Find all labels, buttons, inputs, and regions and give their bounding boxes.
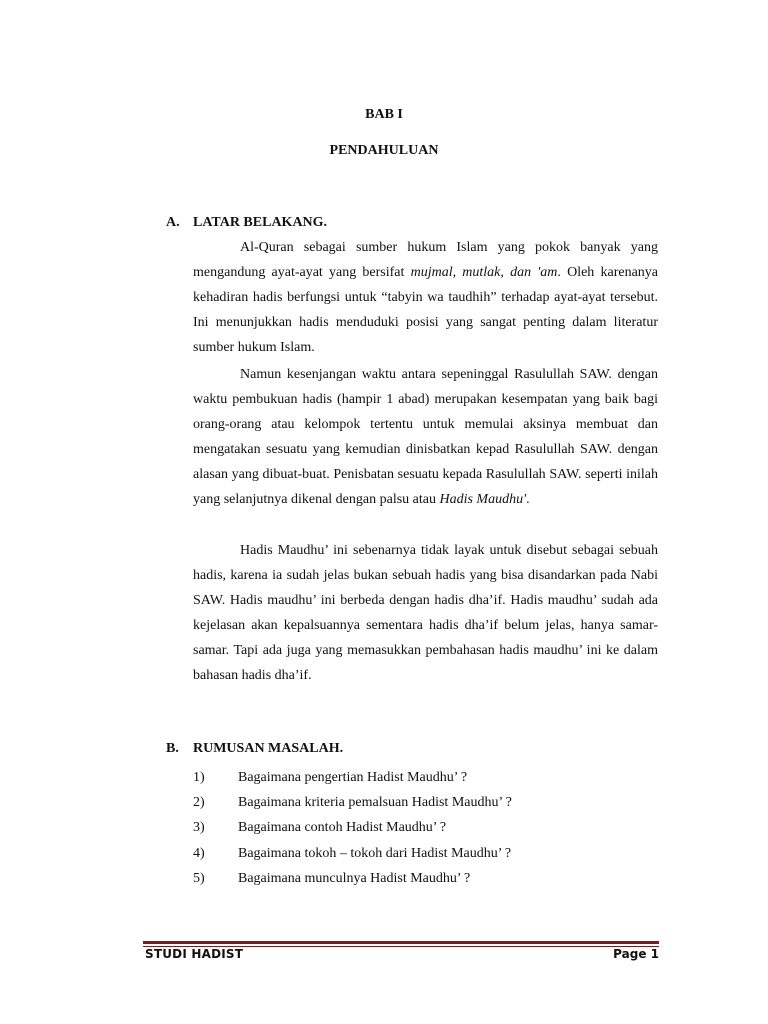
section-b-letter: B.: [166, 741, 179, 756]
paragraph-1-text-a: Al-Quran sebagai sumber hukum Islam yang pokok banyak yang mengandung ayat-ayat yang bersifat: [193, 240, 658, 281]
list-item-number: 1): [193, 770, 205, 785]
section-a-heading: [166, 215, 327, 231]
paragraph-2-text-b: .: [526, 492, 530, 508]
list-item-number: 2): [193, 795, 205, 811]
paragraph-2-italic: Hadis Maudhu': [439, 492, 527, 508]
chapter-number: BAB I: [365, 107, 403, 122]
footer-course-title: STUDI HADIST: [145, 947, 244, 961]
paragraph-3-text: Hadis Maudhu’ ini sebenarnya tidak layak untuk disebut sebagai sebuah hadis, karena ia sudah jelas bukan sebuah hadis yang bisa disandarkan pada Nabi SAW. Hadis maudhu’ ini berbeda dengan hadis dha’if. Hadis maudhu’ sudah ada kejelasan akan kepalsuannya sementara hadis dha’if belum jelas, hanya samar-samar. Tapi ada juga yang memasukkan pembahasan hadis maudhu’ ini ke dalam bahasan hadis dha’if.: [193, 543, 658, 684]
footer-rule-thick: [143, 941, 659, 944]
list-item: [193, 815, 512, 840]
list-item: [193, 866, 512, 891]
list-item-number: 5): [193, 870, 205, 886]
list-item-text: Bagaimana pengertian Hadist Maudhu’ ?: [238, 770, 468, 785]
list-item-number: 4): [193, 845, 205, 861]
section-a-title: LATAR BELAKANG.: [193, 215, 328, 230]
paragraph-1-text-b: . Oleh karenanya kehadiran hadis berfungsi untuk “tabyin wa taudhih” terhadap ayat-ayat tersebut. Ini menunjukkan hadis menduduki posisi yang sangat penting dalam literatur sumber hukum Islam.: [193, 265, 659, 356]
paragraph-3: [193, 538, 658, 689]
footer-page-number: Page 1: [613, 947, 659, 961]
list-item: [193, 841, 512, 866]
list-item: [193, 790, 512, 815]
paragraph-1: [193, 235, 658, 360]
list-item-text: Bagaimana munculnya Hadist Maudhu’ ?: [238, 870, 471, 886]
problem-list: [193, 765, 512, 891]
list-item: [193, 765, 512, 790]
chapter-title: PENDAHULUAN: [329, 143, 439, 158]
list-item-text: Bagaimana tokoh – tokoh dari Hadist Maudhu’ ?: [238, 845, 512, 861]
paragraph-1-italic: mujmal, mutlak, dan 'am: [410, 265, 558, 281]
paragraph-2: [193, 362, 658, 513]
list-item-number: 3): [193, 820, 205, 836]
list-item-text: Bagaimana kriteria pemalsuan Hadist Maudhu’ ?: [238, 795, 512, 811]
section-b-title: RUMUSAN MASALAH.: [193, 741, 344, 756]
list-item-text: Bagaimana contoh Hadist Maudhu’ ?: [238, 820, 447, 836]
paragraph-2-text-a: Namun kesenjangan waktu antara sepeninggal Rasulullah SAW. dengan waktu pembukuan hadis (hampir 1 abad) merupakan kesempatan yang baik bagi orang-orang atau kelompok tertentu untuk memulai aksinya membuat dan mengatakan sesuatu yang kemudian dinisbatkan kepad Rasulullah SAW. dengan alasan yang dibuat-buat. Penisbatan sesuatu kepada Rasulullah SAW. seperti inilah yang selanjutnya dikenal dengan palsu atau: [193, 367, 658, 508]
section-a-letter: A.: [166, 215, 180, 230]
section-b-heading: [166, 741, 343, 757]
